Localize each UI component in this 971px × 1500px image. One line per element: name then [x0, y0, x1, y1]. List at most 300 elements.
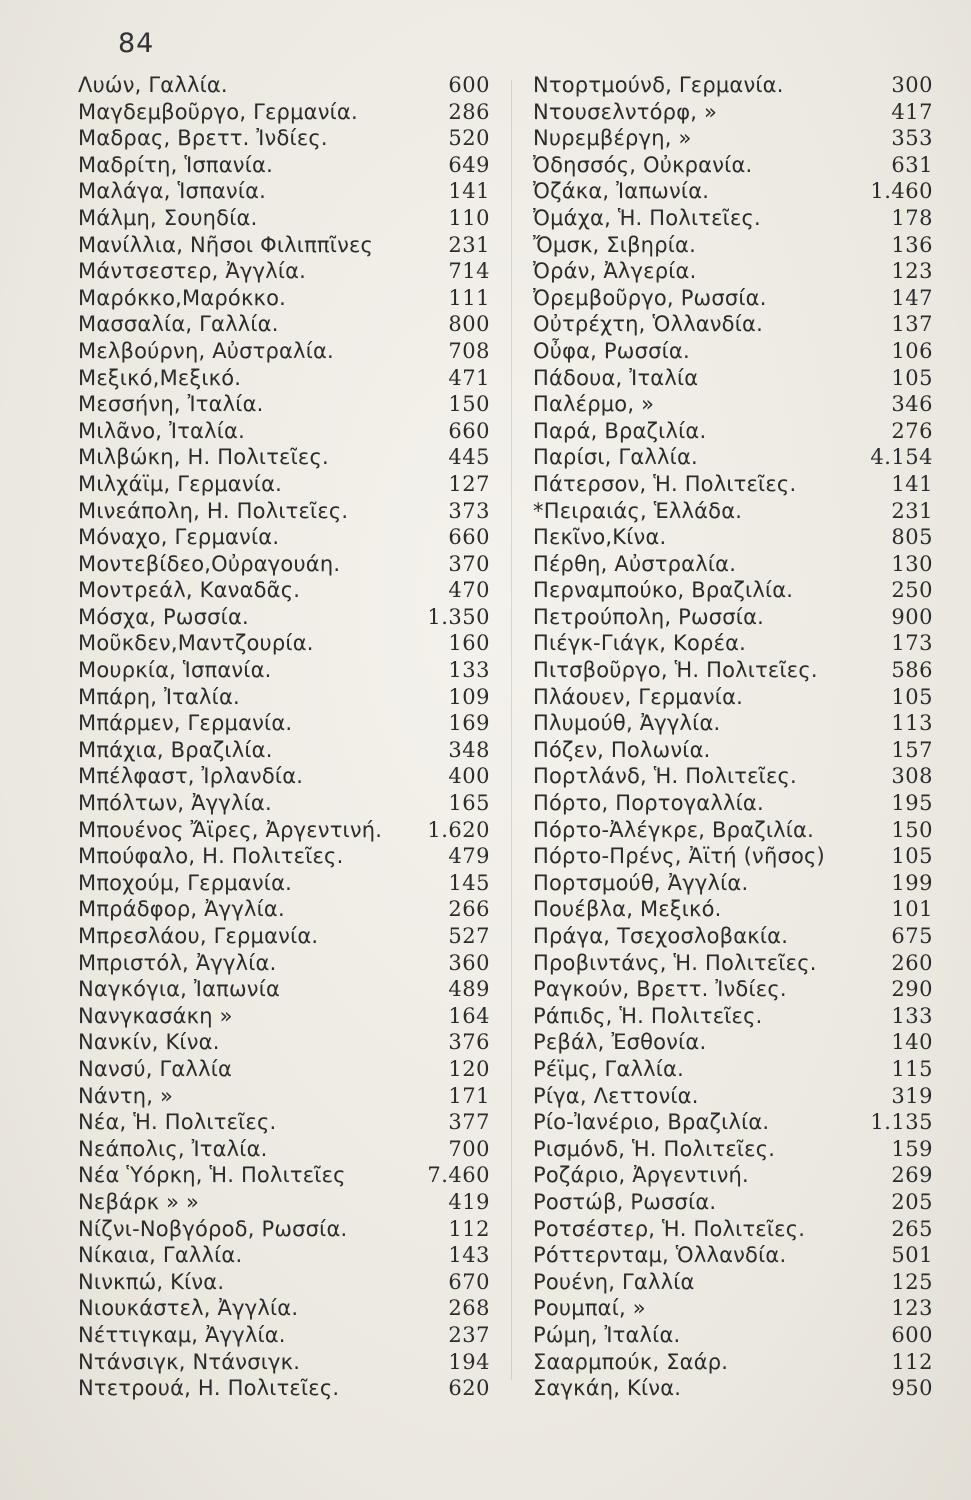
population-value: 123	[891, 259, 933, 284]
city-name: Οὐτρέχτη, Ὁλλανδία.	[533, 312, 763, 337]
page-number: 84	[118, 28, 155, 59]
column-divider	[511, 80, 512, 1380]
city-entry	[533, 125, 933, 152]
city-name: Μοντρεάλ, Καναδᾶς.	[78, 578, 301, 603]
city-entry	[533, 391, 933, 418]
city-entry	[78, 1375, 490, 1402]
city-name: Πιτσβοῦργο, Ἡ. Πολιτεῖες.	[533, 658, 818, 683]
population-value: 286	[448, 99, 490, 124]
city-name: Πόρτο, Πορτογαλλία.	[533, 791, 764, 816]
city-name: Ρουένη, Γαλλία	[533, 1269, 695, 1294]
city-entry	[78, 577, 490, 604]
city-entry	[78, 1295, 490, 1322]
city-name: Ναγκόγια, Ἰαπωνία	[78, 977, 281, 1002]
city-entry	[78, 976, 490, 1003]
population-value: 620	[448, 1376, 490, 1401]
city-name: Πορτσμούθ, Ἀγγλία.	[533, 870, 749, 895]
city-name: Νάντη, »	[78, 1083, 174, 1108]
city-entry	[78, 710, 490, 737]
population-value: 370	[448, 551, 490, 576]
city-name: Ρεβάλ, Ἐσθονία.	[533, 1030, 707, 1055]
city-name: Μουρκία, Ἱσπανία.	[78, 658, 272, 683]
population-value: 173	[891, 631, 933, 656]
city-entry	[78, 604, 490, 631]
city-name: Ὀδησσός, Οὐκρανία.	[533, 152, 753, 177]
city-name: Οὖφα, Ρωσσία.	[533, 338, 690, 363]
city-entry	[533, 285, 933, 312]
population-value: 300	[891, 73, 933, 97]
population-value: 266	[448, 897, 490, 922]
population-value: 178	[891, 205, 933, 230]
population-value: 105	[891, 684, 933, 709]
city-entry	[533, 1242, 933, 1269]
city-name: Προβιντάνς, Ἡ. Πολιτεῖες.	[533, 950, 817, 975]
city-name: Μόσχα, Ρωσσία.	[78, 604, 249, 629]
population-value: 586	[891, 658, 933, 683]
city-name: Ροστώβ, Ρωσσία.	[533, 1189, 717, 1214]
city-name: Μαδρας, Βρεττ. Ἰνδίες.	[78, 126, 328, 151]
city-entry	[78, 1003, 490, 1030]
population-value: 353	[891, 126, 933, 151]
population-value: 714	[448, 259, 490, 284]
population-value: 319	[891, 1083, 933, 1108]
city-name: Μελβούρνη, Αὐστραλία.	[78, 338, 334, 363]
city-name: Ντετρουά, Η. Πολιτεῖες.	[78, 1376, 340, 1401]
population-value: 600	[448, 73, 490, 97]
city-entry	[533, 604, 933, 631]
population-value: 1.135	[870, 1110, 933, 1135]
city-name: Μοντεβίδεο,Οὐραγουάη.	[78, 551, 341, 576]
city-name: Ρίγα, Λεττονία.	[533, 1083, 699, 1108]
city-name: Μεσσήνη, Ἰταλία.	[78, 392, 264, 417]
population-value: 127	[448, 471, 490, 496]
population-value: 471	[448, 365, 490, 390]
city-name: Ρώμη, Ἰταλία.	[533, 1322, 681, 1347]
city-name: Νέα Ὑόρκη, Ἡ. Πολιτεῖες	[78, 1163, 346, 1188]
city-name: Πόρτο-Πρένς, Ἀϊτή (νῆσος)	[533, 844, 825, 869]
city-entry	[78, 790, 490, 817]
city-name: Πιέγκ-Γιάγκ, Κορέα.	[533, 631, 747, 656]
population-value: 111	[448, 285, 490, 310]
city-name: Ντάνσιγκ, Ντάνσιγκ.	[78, 1349, 301, 1374]
city-name: Μπούφαλο, Η. Πολιτεῖες.	[78, 844, 344, 869]
city-name: Μανίλλια, Νῆσοι Φιλιππῖνες	[78, 232, 374, 257]
population-value: 7.460	[427, 1163, 490, 1188]
city-entry	[78, 72, 490, 99]
city-entry	[533, 1269, 933, 1296]
population-value: 377	[448, 1110, 490, 1135]
city-name: Ὀρεμβοῦργο, Ρωσσία.	[533, 285, 767, 310]
population-value: 195	[891, 791, 933, 816]
city-entry	[78, 684, 490, 711]
city-name: Ὄμσκ, Σιβηρία.	[533, 232, 696, 257]
right-column	[533, 72, 933, 1402]
city-entry	[533, 72, 933, 99]
city-entry	[78, 1349, 490, 1376]
population-value: 400	[448, 764, 490, 789]
city-name: Μπουένος Ἄϊρες, Ἀργεντινή.	[78, 817, 383, 842]
city-name: Ρισμόνδ, Ἡ. Πολιτεῖες.	[533, 1136, 776, 1161]
city-name: Μιλᾶνο, Ἰταλία.	[78, 418, 245, 443]
city-entry	[78, 763, 490, 790]
city-name: Μαγδεμβοῦργο, Γερμανία.	[78, 99, 358, 124]
city-entry	[78, 338, 490, 365]
population-value: 159	[891, 1136, 933, 1161]
city-entry	[78, 843, 490, 870]
population-value: 269	[891, 1163, 933, 1188]
population-value: 660	[448, 525, 490, 550]
city-name: Μιλβώκη, Η. Πολιτεῖες.	[78, 445, 329, 470]
city-entry	[78, 1162, 490, 1189]
population-value: 123	[891, 1296, 933, 1321]
city-entry	[533, 498, 933, 525]
city-entry	[78, 498, 490, 525]
city-name: Σααρμπούκ, Σαάρ.	[533, 1349, 729, 1374]
city-entry	[78, 1242, 490, 1269]
population-value: 670	[448, 1269, 490, 1294]
population-value: 205	[891, 1189, 933, 1214]
population-value: 360	[448, 950, 490, 975]
city-entry	[533, 1349, 933, 1376]
population-value: 150	[448, 392, 490, 417]
city-name: Ροτσέστερ, Ἡ. Πολιτεῖες.	[533, 1216, 806, 1241]
population-value: 445	[448, 445, 490, 470]
city-name: Μπάχια, Βραζιλία.	[78, 737, 273, 762]
city-entry	[533, 1029, 933, 1056]
city-name: Μασσαλία, Γαλλία.	[78, 312, 279, 337]
city-name: Περναμπούκο, Βραζιλία.	[533, 578, 794, 603]
city-name: Πετρούπολη, Ρωσσία.	[533, 604, 764, 629]
population-value: 105	[891, 365, 933, 390]
population-value: 348	[448, 737, 490, 762]
city-entry	[78, 285, 490, 312]
population-value: 489	[448, 977, 490, 1002]
city-entry	[78, 1109, 490, 1136]
city-name: Μοῦκδεν,Μαντζουρία.	[78, 631, 314, 656]
population-value: 1.620	[427, 817, 490, 842]
city-entry	[78, 311, 490, 338]
city-entry	[533, 710, 933, 737]
city-entry	[533, 311, 933, 338]
city-name: Μπριστόλ, Ἀγγλία.	[78, 950, 277, 975]
city-entry	[78, 950, 490, 977]
population-value: 527	[448, 924, 490, 948]
city-name: Πόζεν, Πολωνία.	[533, 737, 711, 762]
city-entry	[533, 1003, 933, 1030]
city-name: Μινεάπολη, Η. Πολιτεῖες.	[78, 498, 349, 523]
city-entry	[78, 1029, 490, 1056]
city-entry	[78, 630, 490, 657]
city-entry	[78, 205, 490, 232]
city-name: Μαλάγα, Ἱσπανία.	[78, 179, 267, 204]
city-entry	[533, 1322, 933, 1349]
city-entry	[533, 524, 933, 551]
city-name: Ρέϊμς, Γαλλία.	[533, 1056, 684, 1081]
city-entry	[533, 99, 933, 126]
population-value: 145	[448, 870, 490, 895]
population-value: 346	[891, 392, 933, 417]
city-name: Νανκίν, Κίνα.	[78, 1030, 220, 1055]
city-name: Μιλχάϊμ, Γερμανία.	[78, 471, 282, 496]
population-value: 160	[448, 631, 490, 656]
city-entry	[533, 896, 933, 923]
city-name: Μπέλφαστ, Ἰρλανδία.	[78, 764, 304, 789]
city-name: Μπάρμεν, Γερμανία.	[78, 711, 293, 736]
city-name: Πάτερσον, Ἡ. Πολιτεῖες.	[533, 471, 797, 496]
city-entry	[533, 1295, 933, 1322]
city-name: Νεβάρκ » »	[78, 1189, 200, 1214]
city-name: Ὀμάχα, Ἡ. Πολιτεῖες.	[533, 205, 761, 230]
city-name: Μόναχο, Γερμανία.	[78, 525, 280, 550]
city-entry	[78, 258, 490, 285]
city-entry	[533, 178, 933, 205]
city-name: Νέττιγκαμ, Ἀγγλία.	[78, 1322, 286, 1347]
population-value: 805	[891, 525, 933, 550]
city-entry	[78, 923, 490, 950]
city-entry	[533, 1109, 933, 1136]
population-value: 115	[891, 1056, 933, 1081]
population-value: 373	[448, 498, 490, 523]
population-value: 660	[448, 418, 490, 443]
city-entry	[533, 950, 933, 977]
population-value: 125	[891, 1269, 933, 1294]
city-entry	[533, 923, 933, 950]
population-value: 417	[891, 99, 933, 124]
city-entry	[78, 817, 490, 844]
population-value: 147	[891, 285, 933, 310]
city-name: Μπρεσλάου, Γερμανία.	[78, 924, 319, 948]
population-value: 136	[891, 232, 933, 257]
city-entry	[533, 1189, 933, 1216]
city-name: Νανσύ, Γαλλία	[78, 1056, 233, 1081]
city-name: Μάντσεστερ, Ἀγγλία.	[78, 259, 307, 284]
city-name: Παρίσι, Γαλλία.	[533, 445, 698, 470]
population-value: 649	[448, 152, 490, 177]
population-value: 133	[448, 658, 490, 683]
city-entry	[533, 684, 933, 711]
population-value: 194	[448, 1349, 490, 1374]
city-name: Σαγκάη, Κίνα.	[533, 1376, 682, 1401]
city-entry	[78, 524, 490, 551]
city-entry	[533, 338, 933, 365]
city-entry	[533, 551, 933, 578]
city-name: Πορτλάνδ, Ἡ. Πολιτεῖες.	[533, 764, 797, 789]
city-name: Ντορτμούνδ, Γερμανία.	[533, 73, 784, 97]
population-value: 105	[891, 844, 933, 869]
city-entry	[78, 444, 490, 471]
population-value: 171	[448, 1083, 490, 1108]
city-entry	[533, 1162, 933, 1189]
population-value: 800	[448, 312, 490, 337]
population-value: 700	[448, 1136, 490, 1161]
city-name: Πλυμούθ, Ἀγγλία.	[533, 711, 721, 736]
population-value: 290	[891, 977, 933, 1002]
population-value: 150	[891, 817, 933, 842]
population-value: 165	[448, 791, 490, 816]
city-entry	[533, 232, 933, 259]
city-entry	[78, 391, 490, 418]
population-value: 675	[891, 924, 933, 948]
city-name: Ραγκούν, Βρεττ. Ἰνδίες.	[533, 977, 787, 1002]
city-name: Λυών, Γαλλία.	[78, 73, 228, 97]
city-entry	[533, 1056, 933, 1083]
city-name: Μεξικό,Μεξικό.	[78, 365, 242, 390]
city-name: Ράπιδς, Ἡ. Πολιτεῖες.	[533, 1003, 763, 1028]
population-value: 133	[891, 1003, 933, 1028]
city-entry	[78, 178, 490, 205]
city-entry	[78, 896, 490, 923]
city-entry	[533, 843, 933, 870]
population-value: 110	[448, 205, 490, 230]
city-name: Παρά, Βραζιλία.	[533, 418, 707, 443]
city-name: Πέρθη, Αὐστραλία.	[533, 551, 737, 576]
population-value: 600	[891, 1322, 933, 1347]
population-value: 4.154	[870, 445, 933, 470]
population-value: 169	[448, 711, 490, 736]
city-entry	[533, 1136, 933, 1163]
population-value: 708	[448, 338, 490, 363]
population-value: 101	[891, 897, 933, 922]
population-value: 143	[448, 1243, 490, 1268]
city-entry	[533, 471, 933, 498]
population-value: 237	[448, 1322, 490, 1347]
city-entry	[533, 258, 933, 285]
city-entry	[78, 1269, 490, 1296]
city-name: Νιουκάστελ, Ἀγγλία.	[78, 1296, 299, 1321]
city-entry	[533, 205, 933, 232]
city-name: Μαρόκκο,Μαρόκκο.	[78, 285, 287, 310]
city-name: Ρίο-Ἰανέριο, Βραζιλία.	[533, 1110, 770, 1135]
city-name: Μπόλτων, Ἀγγλία.	[78, 791, 272, 816]
city-name: Νυρεμβέργη, »	[533, 126, 692, 151]
city-name: Ρουμπαί, »	[533, 1296, 646, 1321]
city-name: Μάλμη, Σουηδία.	[78, 205, 258, 230]
population-value: 164	[448, 1003, 490, 1028]
population-value: 141	[891, 471, 933, 496]
city-entry	[78, 365, 490, 392]
city-entry	[78, 870, 490, 897]
population-value: 631	[891, 152, 933, 177]
city-name: Νινκπώ, Κίνα.	[78, 1269, 225, 1294]
city-entry	[533, 817, 933, 844]
city-name: Ντουσελντόρφ, »	[533, 99, 718, 124]
city-entry	[533, 737, 933, 764]
population-value: 231	[891, 498, 933, 523]
city-entry	[78, 152, 490, 179]
city-entry	[78, 1189, 490, 1216]
city-name: Πουέβλα, Μεξικό.	[533, 897, 722, 922]
population-value: 1.460	[870, 179, 933, 204]
population-value: 900	[891, 604, 933, 629]
population-value: 276	[891, 418, 933, 443]
city-entry	[533, 1083, 933, 1110]
city-name: Πλάουεν, Γερμανία.	[533, 684, 744, 709]
city-entry	[533, 152, 933, 179]
city-entry	[533, 976, 933, 1003]
city-entry	[78, 471, 490, 498]
city-entry	[78, 232, 490, 259]
city-name: Μποχούμ, Γερμανία.	[78, 870, 292, 895]
city-name: Παλέρμο, »	[533, 392, 655, 417]
city-name: Ὀζάκα, Ἰαπωνία.	[533, 179, 710, 204]
city-entry	[78, 1056, 490, 1083]
population-value: 130	[891, 551, 933, 576]
city-entry	[533, 763, 933, 790]
population-value: 141	[448, 179, 490, 204]
city-entry	[78, 657, 490, 684]
city-name: Νεάπολις, Ἰταλία.	[78, 1136, 268, 1161]
city-entry	[78, 1322, 490, 1349]
population-value: 109	[448, 684, 490, 709]
city-name: Νίκαια, Γαλλία.	[78, 1243, 243, 1268]
population-value: 501	[891, 1243, 933, 1268]
population-value: 470	[448, 578, 490, 603]
city-name: Πράγα, Τσεχοσλοβακία.	[533, 924, 789, 948]
city-entry	[78, 1083, 490, 1110]
city-name: Ὀράν, Ἀλγερία.	[533, 259, 697, 284]
population-value: 268	[448, 1296, 490, 1321]
population-value: 419	[448, 1189, 490, 1214]
population-value: 137	[891, 312, 933, 337]
city-name: Νέα, Ἡ. Πολιτεῖες.	[78, 1110, 277, 1135]
city-name: Μαδρίτη, Ἱσπανία.	[78, 152, 273, 177]
population-value: 231	[448, 232, 490, 257]
city-name: Νανγκασάκη »	[78, 1003, 233, 1028]
population-value: 140	[891, 1030, 933, 1055]
population-value: 308	[891, 764, 933, 789]
population-value: 250	[891, 578, 933, 603]
city-name: Πεκῖνο,Κίνα.	[533, 525, 667, 550]
city-name: Πόρτο-Ἀλέγκρε, Βραζιλία.	[533, 817, 814, 842]
city-entry	[78, 551, 490, 578]
population-value: 260	[891, 950, 933, 975]
city-entry	[78, 99, 490, 126]
population-value: 113	[891, 711, 933, 736]
city-name: Νίζνι-Νοβγόροδ, Ρωσσία.	[78, 1216, 348, 1241]
city-entry	[533, 1375, 933, 1402]
city-entry	[533, 870, 933, 897]
city-name: Μπάρη, Ἰταλία.	[78, 684, 240, 709]
city-entry	[533, 790, 933, 817]
population-value: 479	[448, 844, 490, 869]
left-column	[78, 72, 490, 1402]
city-entry	[78, 737, 490, 764]
population-value: 106	[891, 338, 933, 363]
population-value: 157	[891, 737, 933, 762]
city-entry	[533, 418, 933, 445]
city-entry	[533, 1216, 933, 1243]
population-value: 112	[891, 1349, 933, 1374]
city-name: Πάδουα, Ἰταλία	[533, 365, 699, 390]
population-value: 376	[448, 1030, 490, 1055]
city-entry	[533, 630, 933, 657]
city-entry	[533, 444, 933, 471]
city-entry	[533, 657, 933, 684]
city-entry	[533, 365, 933, 392]
city-name: Ροζάριο, Ἀργεντινή.	[533, 1163, 749, 1188]
population-value: 265	[891, 1216, 933, 1241]
city-entry	[78, 125, 490, 152]
population-value: 1.350	[427, 604, 490, 629]
city-entry	[78, 1216, 490, 1243]
city-name: Μπράδφορ, Ἀγγλία.	[78, 897, 285, 922]
city-entry	[533, 577, 933, 604]
city-name: *Πειραιάς, Ἑλλάδα.	[533, 498, 743, 523]
population-value: 199	[891, 870, 933, 895]
city-entry	[78, 1136, 490, 1163]
city-entry	[78, 418, 490, 445]
population-value: 520	[448, 126, 490, 151]
